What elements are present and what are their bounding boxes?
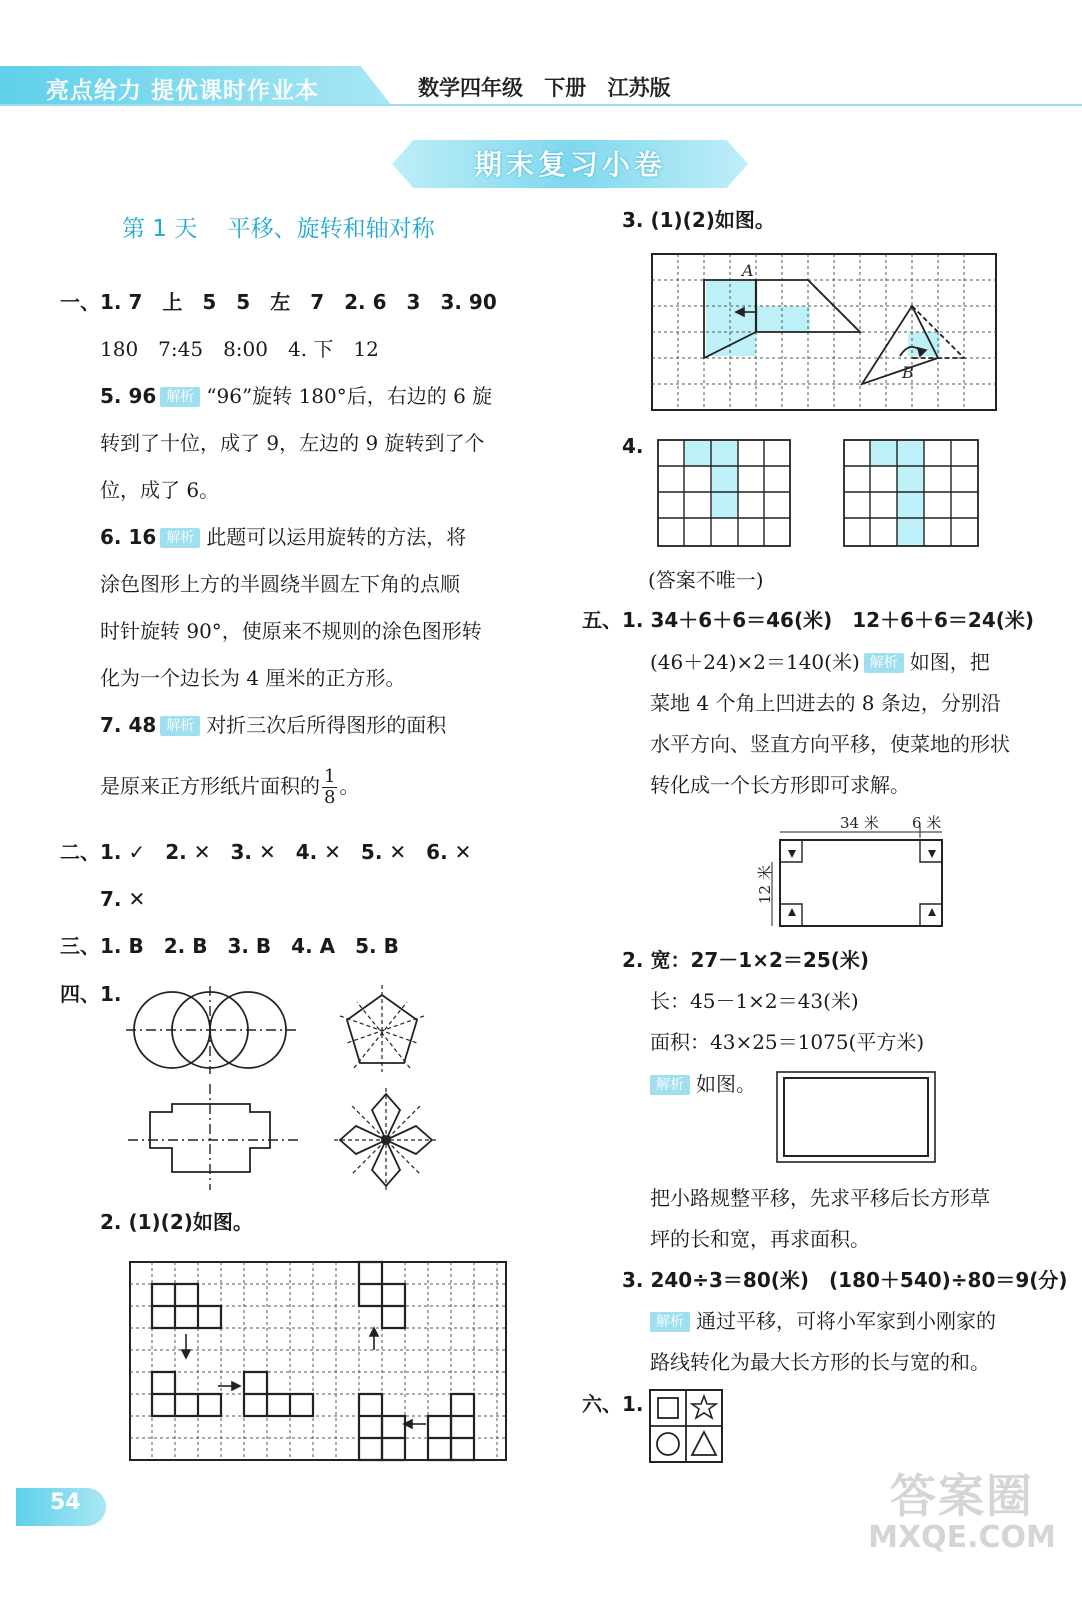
point-a-label: A bbox=[742, 261, 754, 280]
watermark-line-1: 答案圈 bbox=[890, 1469, 1034, 1523]
part-five-3c: 路线转化为最大长方形的长与宽的和。 bbox=[650, 1350, 990, 1374]
part-five-2e: 把小路规整平移，先求平移后长方形草 bbox=[650, 1186, 990, 1210]
watermark-line-2: MXQE.COM bbox=[868, 1520, 1056, 1555]
part-four-1: 四、1. bbox=[60, 982, 122, 1006]
part-five-1f: 转化成一个长方形即可求解。 bbox=[650, 773, 910, 797]
q6-line-4: 化为一个边长为 4 厘米的正方形。 bbox=[100, 666, 406, 690]
q7-end: 。 bbox=[339, 774, 360, 798]
five-2a-text: 2. 宽：27－1×2＝25(米) bbox=[622, 948, 870, 972]
q4-label: 4. bbox=[622, 434, 644, 458]
part-five-1a: 五、1. 34＋6＋6＝46(米) 12＋6＋6＝24(米) bbox=[582, 608, 1035, 632]
answer-line-1-2: 180 7:45 8:00 4. 下 12 bbox=[100, 337, 379, 361]
analysis-tag: 解析 bbox=[864, 653, 904, 673]
q3-line: 3. (1)(2)如图。 bbox=[622, 208, 775, 232]
square-icon bbox=[658, 1398, 678, 1418]
five-1b-text: (46＋24)×2＝140(米) bbox=[650, 650, 860, 674]
q5-text: “96”旋转 180°后，右边的 6 旋 bbox=[206, 384, 493, 408]
analysis-tag: 解析 bbox=[650, 1312, 690, 1332]
q6-head: 6. 16 bbox=[100, 525, 157, 549]
point-b-label: B bbox=[902, 363, 914, 382]
watermark bbox=[852, 1470, 1072, 1554]
analysis-tag: 解析 bbox=[160, 528, 200, 548]
part-two-line-1: 二、1. ✓ 2. ✕ 3. ✕ 4. ✕ 5. ✕ 6. ✕ bbox=[60, 840, 472, 864]
fraction-numerator: 1 bbox=[324, 766, 336, 787]
part-two-line-2: 7. ✕ bbox=[100, 887, 146, 911]
star-icon bbox=[692, 1396, 716, 1418]
q6-text: 此题可以运用旋转的方法，将 bbox=[206, 525, 467, 549]
q7-head: 7. 48 bbox=[100, 713, 157, 737]
answer-line-1-1: 一、1. 7 上 5 5 左 7 2. 6 3 3. 90 bbox=[60, 290, 497, 314]
page-number: 54 bbox=[50, 1490, 81, 1515]
q4-note: (答案不唯一) bbox=[648, 568, 764, 592]
q7-text-2: 是原来正方形纸片面积的 bbox=[100, 774, 320, 798]
analysis-tag: 解析 bbox=[160, 387, 200, 407]
part-three-line: 三、1. B 2. B 3. B 4. A 5. B bbox=[60, 934, 399, 958]
q6-line-2: 涂色图形上方的半圆绕半圆左下角的点顺 bbox=[100, 572, 460, 596]
part-six-1: 六、1. bbox=[582, 1392, 644, 1416]
section-title: 第 1 天 平移、旋转和轴对称 bbox=[122, 216, 435, 242]
analysis-tag: 解析 bbox=[650, 1075, 690, 1095]
five-1c-text: 如图，把 bbox=[909, 650, 990, 674]
five-3a-text: 3. 240÷3＝80(米) (180＋540)÷80＝9(分) bbox=[622, 1268, 1068, 1292]
circle-icon bbox=[657, 1433, 679, 1455]
q5-line-3: 位，成了 6。 bbox=[100, 478, 220, 502]
q5-head: 5. 96 bbox=[100, 384, 157, 408]
dim-6-label: 6 米 bbox=[912, 814, 942, 832]
part-five-2c: 面积：43×25＝1075(平方米) bbox=[650, 1030, 925, 1054]
header-subtitle: 数学四年级 下册 江苏版 bbox=[418, 76, 671, 100]
q6-line-3: 时针旋转 90°，使原来不规则的涂色图形转 bbox=[100, 619, 482, 643]
dim-34-label: 34 米 bbox=[840, 814, 879, 832]
analysis-tag: 解析 bbox=[160, 716, 200, 736]
part-five-1d: 菜地 4 个角上凹进去的 8 条边，分别沿 bbox=[650, 691, 1001, 715]
header-brand: 亮点给力 提优课时作业本 bbox=[46, 78, 320, 104]
dim-12-label: 12 米 bbox=[756, 865, 774, 904]
part-five-1e: 水平方向、竖直方向平移，使菜地的形状 bbox=[650, 732, 1010, 756]
banner-title: 期末复习小卷 bbox=[473, 148, 666, 181]
five-2d-text: 如图。 bbox=[696, 1072, 756, 1096]
triangle-icon bbox=[692, 1432, 716, 1455]
q5-line-2: 转到了十位，成了 9，左边的 9 旋转到了个 bbox=[100, 431, 485, 455]
part-four-2: 2. (1)(2)如图。 bbox=[100, 1210, 253, 1234]
part-five-2b: 长：45－1×2＝43(米) bbox=[650, 989, 859, 1013]
part-five-2f: 坪的长和宽，再求面积。 bbox=[650, 1227, 870, 1251]
five-3b-text: 通过平移，可将小军家到小刚家的 bbox=[696, 1309, 996, 1333]
q7-text: 对折三次后所得图形的面积 bbox=[206, 713, 447, 737]
fraction-denominator: 8 bbox=[324, 787, 336, 808]
